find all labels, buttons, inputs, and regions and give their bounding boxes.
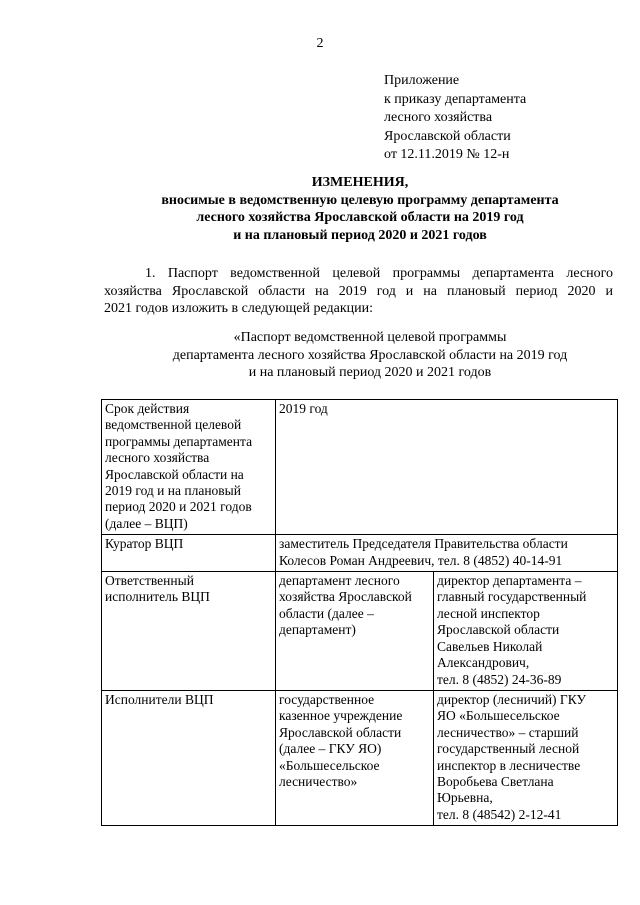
cell-line: главный государственный: [437, 589, 587, 605]
cell-line: лесной инспектор: [437, 605, 540, 621]
cell-line: казенное учреждение: [279, 708, 403, 724]
cell-line: Ярославской области на: [105, 466, 244, 482]
cell-line: Ярославской области: [437, 622, 560, 638]
cell-line: департамент лесного: [279, 573, 400, 589]
passport-title: [80, 329, 640, 382]
cell-line: директор департамента –: [437, 573, 582, 589]
executor-organization: [276, 690, 434, 825]
appendix-line: к приказу департамента: [384, 91, 527, 107]
cell-line: тел. 8 (48542) 2-12-41: [437, 806, 562, 822]
title-line: и на плановый период 2020 и 2021 годов: [233, 227, 487, 243]
page-number: 2: [316, 36, 324, 51]
cell-line: Срок действия: [105, 401, 190, 416]
cell-line: лесничество» – старший: [437, 724, 579, 740]
cell-line: ЯО «Большесельское: [437, 708, 560, 724]
table-row: [102, 535, 618, 572]
cell-line: (далее – ГКУ ЯО): [279, 741, 382, 757]
curator-value: [276, 535, 618, 572]
passport-table: [101, 399, 618, 826]
cell-line: инспектор в лесничестве: [437, 757, 581, 773]
passport-title-line: департамента лесного хозяйства Ярославской области на 2019 год: [172, 347, 568, 363]
cell-line: «Большесельское: [279, 757, 380, 773]
table-row: [102, 400, 618, 535]
document-title: [60, 174, 640, 244]
cell-line: Савельев Николай: [437, 638, 543, 654]
cell-line: лесничество»: [279, 773, 358, 789]
title-line: лесного хозяйства Ярославской области на 2019 год: [196, 210, 524, 225]
term-value: 2019 год: [276, 400, 618, 535]
cell-line: 2019 год и на плановый: [105, 483, 241, 499]
cell-line: Колесов Роман Андреевич, тел. 8 (4852) 40-14-91: [279, 552, 563, 568]
table-row: [102, 572, 618, 691]
row-label-responsible: [102, 572, 276, 691]
responsible-person: [434, 572, 618, 691]
responsible-organization: [276, 572, 434, 691]
cell-line: тел. 8 (4852) 24-36-89: [437, 671, 562, 687]
cell-line: области (далее –: [279, 605, 374, 621]
appendix-line: Приложение: [384, 73, 460, 88]
executor-person: [434, 690, 618, 825]
cell-line: Ярославской области: [279, 724, 402, 740]
paragraph-line: 1. Паспорт ведомственной целевой программы департамента лесного: [145, 266, 613, 281]
cell-line: Ответственный: [105, 573, 194, 589]
appendix-line: Ярославской области: [384, 128, 511, 144]
cell-line: (далее – ВЦП): [105, 515, 188, 531]
cell-line: государственное: [279, 691, 375, 707]
cell-line: Александрович,: [437, 655, 530, 671]
title-line: ИЗМЕНЕНИЯ,: [311, 175, 409, 190]
title-line: вносимые в ведомственную целевую программу департамента: [161, 192, 559, 208]
appendix-line: лесного хозяйства: [384, 110, 493, 126]
passport-title-line: «Паспорт ведомственной целевой программы: [233, 330, 507, 345]
table-row: [102, 690, 618, 825]
appendix-line: от 12.11.2019 № 12-н: [384, 147, 510, 163]
cell-line: департамент): [279, 622, 356, 638]
cell-line: государственный лесной: [437, 741, 580, 757]
appendix-reference: [384, 72, 526, 165]
cell-line: заместитель Председателя Правительства области: [279, 536, 568, 552]
cell-line: программы департамента: [105, 433, 253, 449]
cell-line: хозяйства Ярославской: [279, 589, 412, 605]
cell-line: лесного хозяйства: [105, 450, 210, 466]
cell-line: исполнитель ВЦП: [105, 589, 210, 605]
paragraph-line: хозяйства Ярославской области на 2019 год и на плановый период 2020 и: [104, 283, 613, 299]
row-label-curator: Куратор ВЦП: [102, 535, 276, 572]
row-label-term: [102, 400, 276, 535]
cell-line: директор (лесничий) ГКУ: [437, 691, 587, 707]
cell-line: ведомственной целевой: [105, 417, 242, 433]
cell-line: Воробьева Светлана: [437, 773, 554, 789]
cell-line: Юрьевна,: [437, 790, 493, 806]
cell-line: период 2020 и 2021 годов: [105, 499, 252, 515]
body-paragraph: [104, 265, 613, 318]
passport-title-line: и на плановый период 2020 и 2021 годов: [248, 365, 492, 380]
paragraph-line: 2021 годов изложить в следующей редакции:: [104, 301, 373, 317]
row-label-executors: Исполнители ВЦП: [102, 690, 276, 825]
